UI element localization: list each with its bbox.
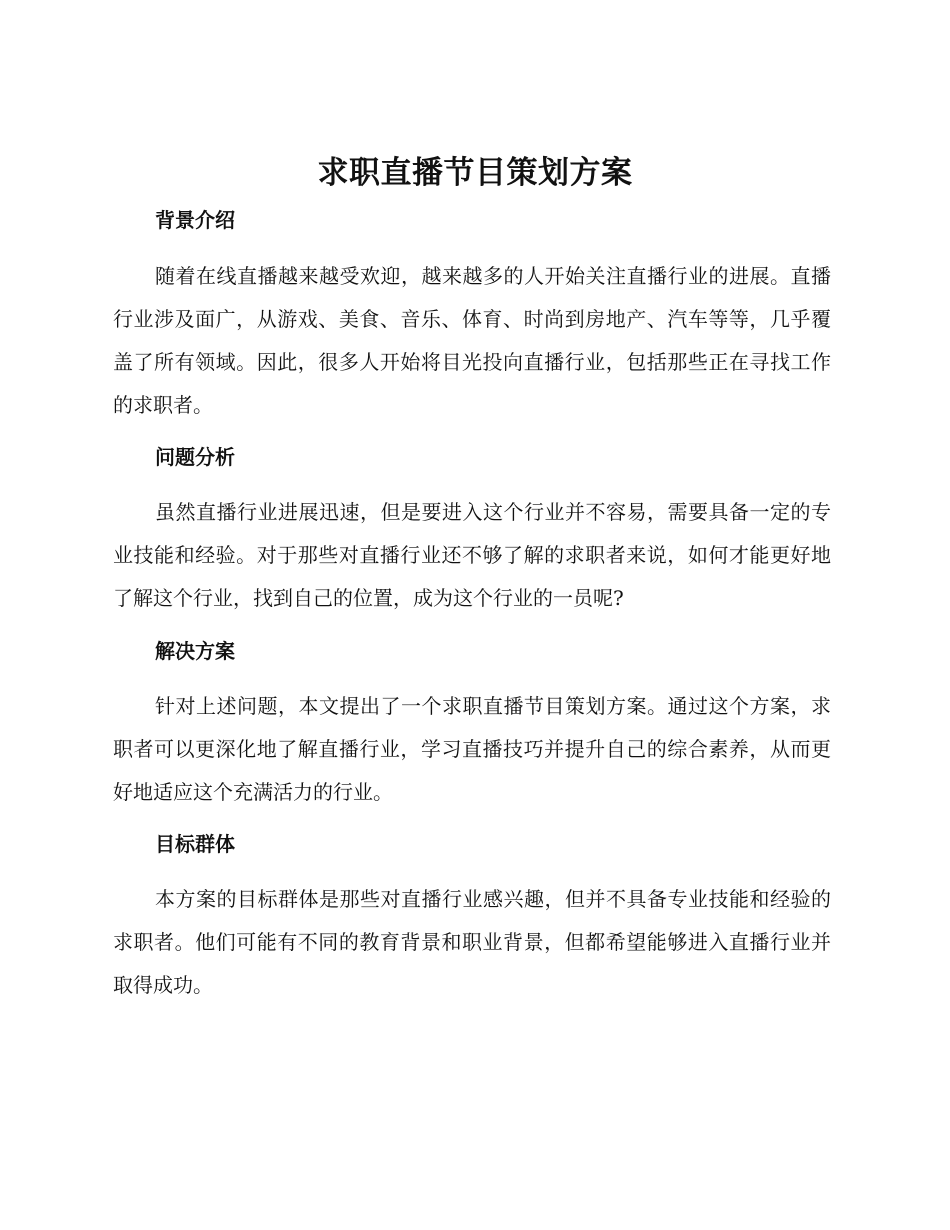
section-paragraph-background: 随着在线直播越来越受欢迎，越来越多的人开始关注直播行业的进展。直播行业涉及面广，从游戏、美食、音乐、体育、时尚到房地产、汽车等等，几乎覆盖了所有领域。因此，很多人开始将目光投向直播行业，包括那些正在寻找工作的求职者。 xyxy=(113,264,831,417)
section-paragraph-solution: 针对上述问题，本文提出了一个求职直播节目策划方案。通过这个方案，求职者可以更深化地了解直播行业，学习直播技巧并提升自己的综合素养，从而更好地适应这个充满活力的行业。 xyxy=(113,694,831,804)
section-heading-solution: 解决方案 xyxy=(155,639,235,663)
section-heading-problem-analysis: 问题分析 xyxy=(155,445,235,469)
section-paragraph-target-group: 本方案的目标群体是那些对直播行业感兴趣，但并不具备专业技能和经验的求职者。他们可能有不同的教育背景和职业背景，但都希望能够进入直播行业并取得成功。 xyxy=(113,887,831,997)
section-heading-background: 背景介绍 xyxy=(155,208,235,232)
document-title: 求职直播节目策划方案 xyxy=(317,155,633,191)
section-paragraph-problem-analysis: 虽然直播行业进展迅速，但是要进入这个行业并不容易，需要具备一定的专业技能和经验。对于那些对直播行业还不够了解的求职者来说，如何才能更好地了解这个行业，找到自己的位置，成为这个行业的一员呢? xyxy=(113,500,831,610)
section-heading-target-group: 目标群体 xyxy=(155,832,235,856)
